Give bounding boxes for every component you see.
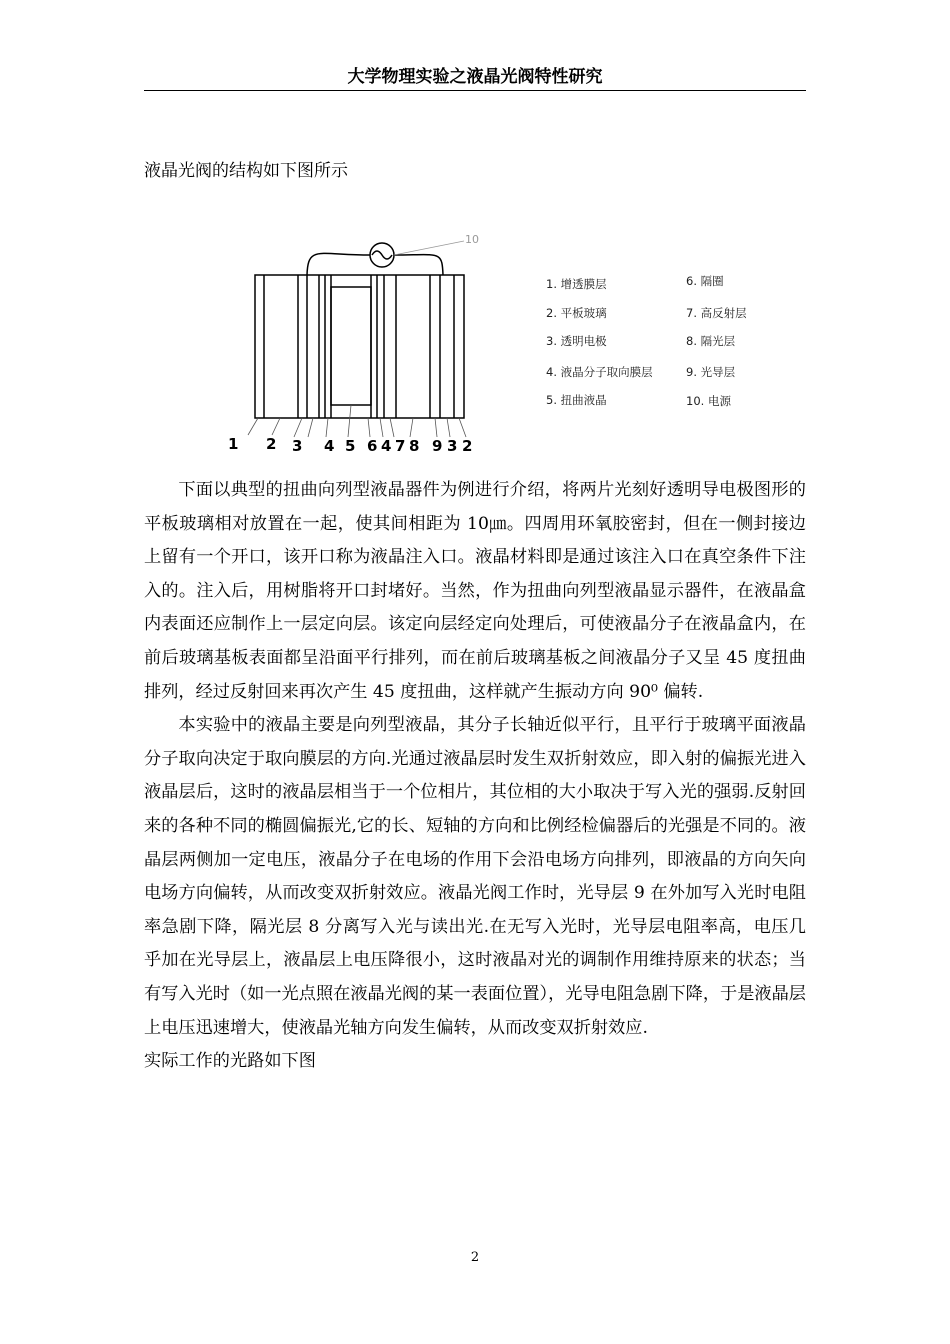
label-2b: 2 <box>462 437 473 455</box>
paragraph-2: 本实验中的液晶主要是向列型液晶，其分子长轴近似平行，且平行于玻璃平面液晶分子取向决定于取向膜层的方向.光通过液晶层时发生双折射效应，即入射的偏振光进入液晶层后，这时的液晶层相当于一个位相片，其位相的大小取决于写入光的强弱.反射回来的各种不同的椭圆偏振光,它的长、短轴的方向和比例经检偏器后的光强是不同的。液晶层两侧加一定电压，液晶分子在电场的作用下会沿电场方向排列，即液晶的方向矢向电场方向偏转，从而改变双折射效应。液晶光阀工作时，光导层 9 在外加写入光时电阻率急剧下降，隔光层 8 分离写入光与读出光.在无写入光时，光导层电阻率高，电压几乎加在光导层上，液晶层上电压降很小，这时液晶对光的调制作用维持原来的状态；当有写入光时（如一光点照在液晶光阀的某一表面位置），光导电阻急剧下降，于是液晶层上电压迅速增大，使液晶光轴方向发生偏转，从而改变双折射效应. <box>144 715 806 1038</box>
page-header-title: 大学物理实验之液晶光阀特性研究 <box>347 67 603 87</box>
power-wire-right <box>394 255 443 275</box>
label-3: 3 <box>292 437 303 455</box>
page-number: 2 <box>470 1250 480 1265</box>
lc-light-valve-structure-diagram <box>210 225 540 460</box>
legend-item-3: 3. 透明电极 <box>546 334 607 348</box>
power-wire-left <box>307 253 370 275</box>
label-4b: 4 <box>381 437 392 455</box>
legend-item-6: 6. 隔圈 <box>686 274 724 288</box>
label-4: 4 <box>324 437 335 455</box>
paragraph-3: 实际工作的光路如下图 <box>144 1051 316 1072</box>
legend-item-4: 4. 液晶分子取向膜层 <box>546 365 653 379</box>
label-6: 6 <box>367 437 378 455</box>
legend-item-2: 2. 平板玻璃 <box>546 306 607 320</box>
legend-item-9: 9. 光导层 <box>686 365 736 379</box>
intro-text: 液晶光阀的结构如下图所示 <box>144 161 348 181</box>
label-2: 2 <box>266 435 277 453</box>
label-7: 7 <box>395 437 406 455</box>
valve-outer-frame <box>255 275 464 418</box>
label-9: 9 <box>432 437 443 455</box>
label-1: 1 <box>228 435 239 453</box>
header-rule <box>144 90 806 91</box>
label-8: 8 <box>409 437 420 455</box>
legend-item-7: 7. 高反射层 <box>686 306 747 320</box>
legend-item-1: 1. 增透膜层 <box>546 277 607 291</box>
label-3b: 3 <box>447 437 458 455</box>
legend-item-8: 8. 隔光层 <box>686 334 736 348</box>
paragraph-1: 下面以典型的扭曲向列型液晶器件为例进行介绍，将两片光刻好透明导电极图形的平板玻璃相对放置在一起，使其间相距为 10㎛。四周用环氧胶密封，但在一侧封接边上留有一个开口，该开口称为液晶注入口。液晶材料即是通过该注入口在真空条件下注入的。注入后，用树脂将开口封堵好。当然，作为扭曲向列型液晶显示器件，在液晶盒内表面还应制作上一层定向层。该定向层经定向处理后，可使液晶分子在液晶盒内，在前后玻璃基板表面都呈沿面平行排列，而在前后玻璃基板之间液晶分子又呈 45 度扭曲排列，经过反射回来再次产生 45 度扭曲，这样就产生振动方向 90⁰ 偏转. <box>144 480 806 702</box>
label-5: 5 <box>345 437 356 455</box>
callout-label-10: 10 <box>465 233 479 246</box>
twisted-lc-layer <box>331 287 371 405</box>
legend-item-10: 10. 电源 <box>686 394 731 408</box>
body-text <box>144 474 806 1079</box>
legend-item-5: 5. 扭曲液晶 <box>546 393 607 407</box>
